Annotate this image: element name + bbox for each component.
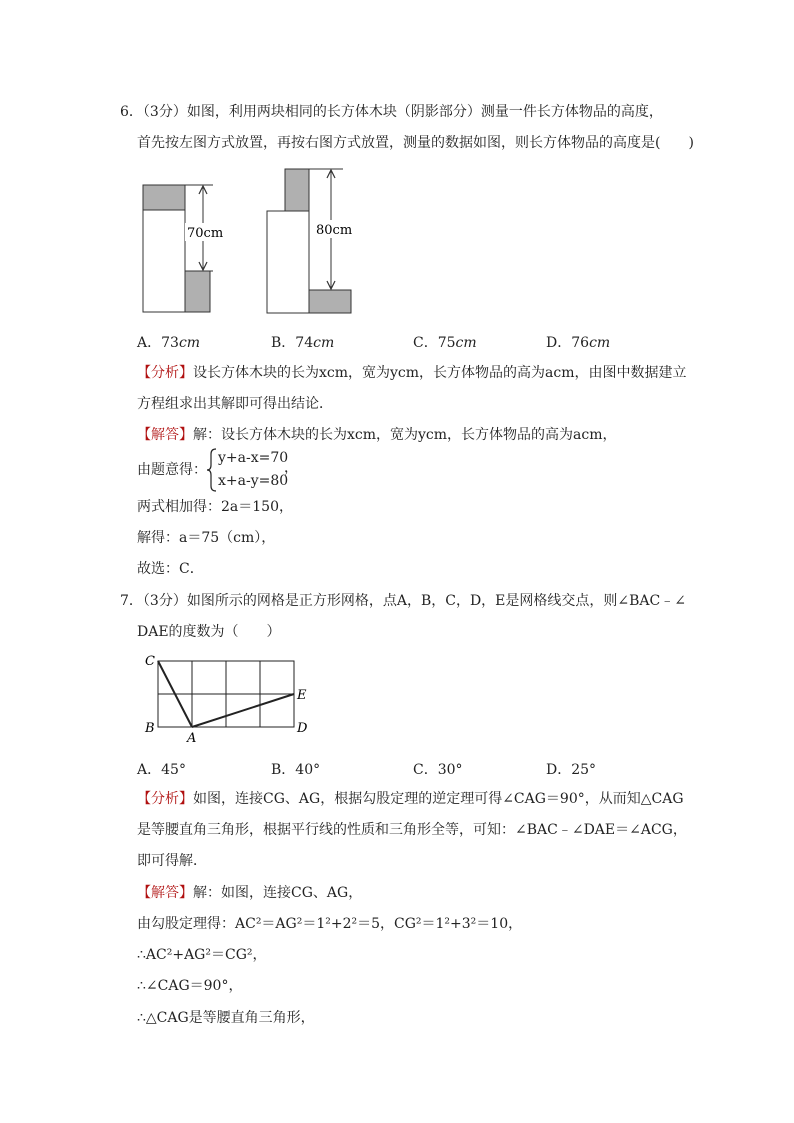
q6-answer-line1 xyxy=(137,426,617,444)
q6-step-solve: 解得：a＝75（cm）， xyxy=(137,530,276,546)
q7-stem-text1: 如图所示的网格是正方形网格，点A，B，C，D，E是网格线交点，则∠BAC﹣∠ xyxy=(186,593,686,609)
q6-eq1: y+a-x=70 xyxy=(218,450,289,466)
point-label-a: A xyxy=(187,731,197,746)
point-label-b: B xyxy=(145,721,155,736)
q7-isosceles-line: ∴△CAG是等腰直角三角形， xyxy=(137,1010,315,1026)
q6-eq-comma: ， xyxy=(284,460,298,476)
q6-answer-text1: 解：设长方体木块的长为xcm，宽为ycm，长方体物品的高为acm， xyxy=(193,427,617,443)
q7-number: 7． xyxy=(120,593,143,609)
q7-sum-line: ∴AC²+AG²＝CG²， xyxy=(137,947,267,963)
q7-analysis-line1 xyxy=(137,790,684,808)
q6-score: （3分） xyxy=(142,104,187,120)
q7-stem-line1 xyxy=(120,592,686,610)
left-measure-label: 70cm xyxy=(187,226,224,241)
left-block-bottom xyxy=(185,271,210,312)
q6-option-b[interactable]: B．74cm xyxy=(271,335,335,351)
right-measure-label: 80cm xyxy=(316,223,353,238)
right-item-box xyxy=(267,211,309,313)
q6-stem-line2: 首先按左图方式放置，再按右图方式放置，测量的数据如图，则长方体物品的高度是( ) xyxy=(137,135,694,151)
point-label-e: E xyxy=(297,688,307,703)
q7-answer-text1: 解：如图，连接CG、AG， xyxy=(193,885,363,901)
q6-eq2: x+a-y=80 xyxy=(218,473,289,489)
q6-stem-text1: 如图，利用两块相同的长方体木块（阴影部分）测量一件长方体物品的高度， xyxy=(186,104,663,120)
q6-option-a[interactable]: A．73cm xyxy=(137,335,201,351)
q6-system-prefix: 由题意得： xyxy=(137,462,207,478)
q6-number: 6． xyxy=(120,104,143,120)
q6-analysis-line2: 方程组求出其解即可得出结论． xyxy=(137,396,333,412)
q6-stem-line1 xyxy=(120,103,663,121)
q6-analysis-line1 xyxy=(137,364,687,382)
q6-step-choose: 故选：C． xyxy=(137,561,204,577)
q7-answer-tag: 【解答】 xyxy=(137,885,193,901)
q6-answer-tag: 【解答】 xyxy=(137,427,193,443)
q7-grid-figure xyxy=(140,650,320,745)
q7-stem-line2: DAE的度数为（ ） xyxy=(137,624,281,640)
q6-option-c[interactable]: C．75cm xyxy=(413,335,477,351)
q6-step-add: 两式相加得：2a＝150， xyxy=(137,499,293,515)
q6-figure xyxy=(130,165,370,320)
q7-score: （3分） xyxy=(142,593,187,609)
segment-ae xyxy=(192,694,294,727)
q7-analysis-line2: 是等腰直角三角形，根据平行线的性质和三角形全等，可知：∠BAC﹣∠DAE＝∠ACG， xyxy=(137,822,687,838)
q6-analysis-tag: 【分析】 xyxy=(137,365,193,381)
q7-pythagoras-line: 由勾股定理得：AC²＝AG²＝1²+2²＝5，CG²＝1²+3²＝10， xyxy=(137,916,523,932)
q7-analysis-tag: 【分析】 xyxy=(137,791,193,807)
q7-analysis-text1: 如图，连接CG、AG，根据勾股定理的逆定理可得∠CAG＝90°，从而知△CAG xyxy=(193,791,684,807)
q7-option-d[interactable]: D．25° xyxy=(546,762,597,778)
q7-option-a[interactable]: A．45° xyxy=(137,762,186,778)
left-block-top xyxy=(143,185,185,210)
right-block-bottom xyxy=(309,290,351,313)
point-label-d: D xyxy=(297,721,308,736)
q6-analysis-text1: 设长方体木块的长为xcm，宽为ycm，长方体物品的高为acm，由图中数据建立 xyxy=(193,365,687,381)
right-block-top xyxy=(285,169,309,211)
q6-system-brace xyxy=(206,448,218,492)
left-item-box xyxy=(143,210,185,312)
q7-analysis-line3: 即可得解． xyxy=(137,853,207,869)
q6-option-d[interactable]: D．76cm xyxy=(546,335,611,351)
q7-angle-line: ∴∠CAG＝90°， xyxy=(137,978,243,994)
q7-option-c[interactable]: C．30° xyxy=(413,762,463,778)
q7-answer-line1 xyxy=(137,884,362,902)
q7-option-b[interactable]: B．40° xyxy=(271,762,321,778)
point-label-c: C xyxy=(145,654,155,669)
